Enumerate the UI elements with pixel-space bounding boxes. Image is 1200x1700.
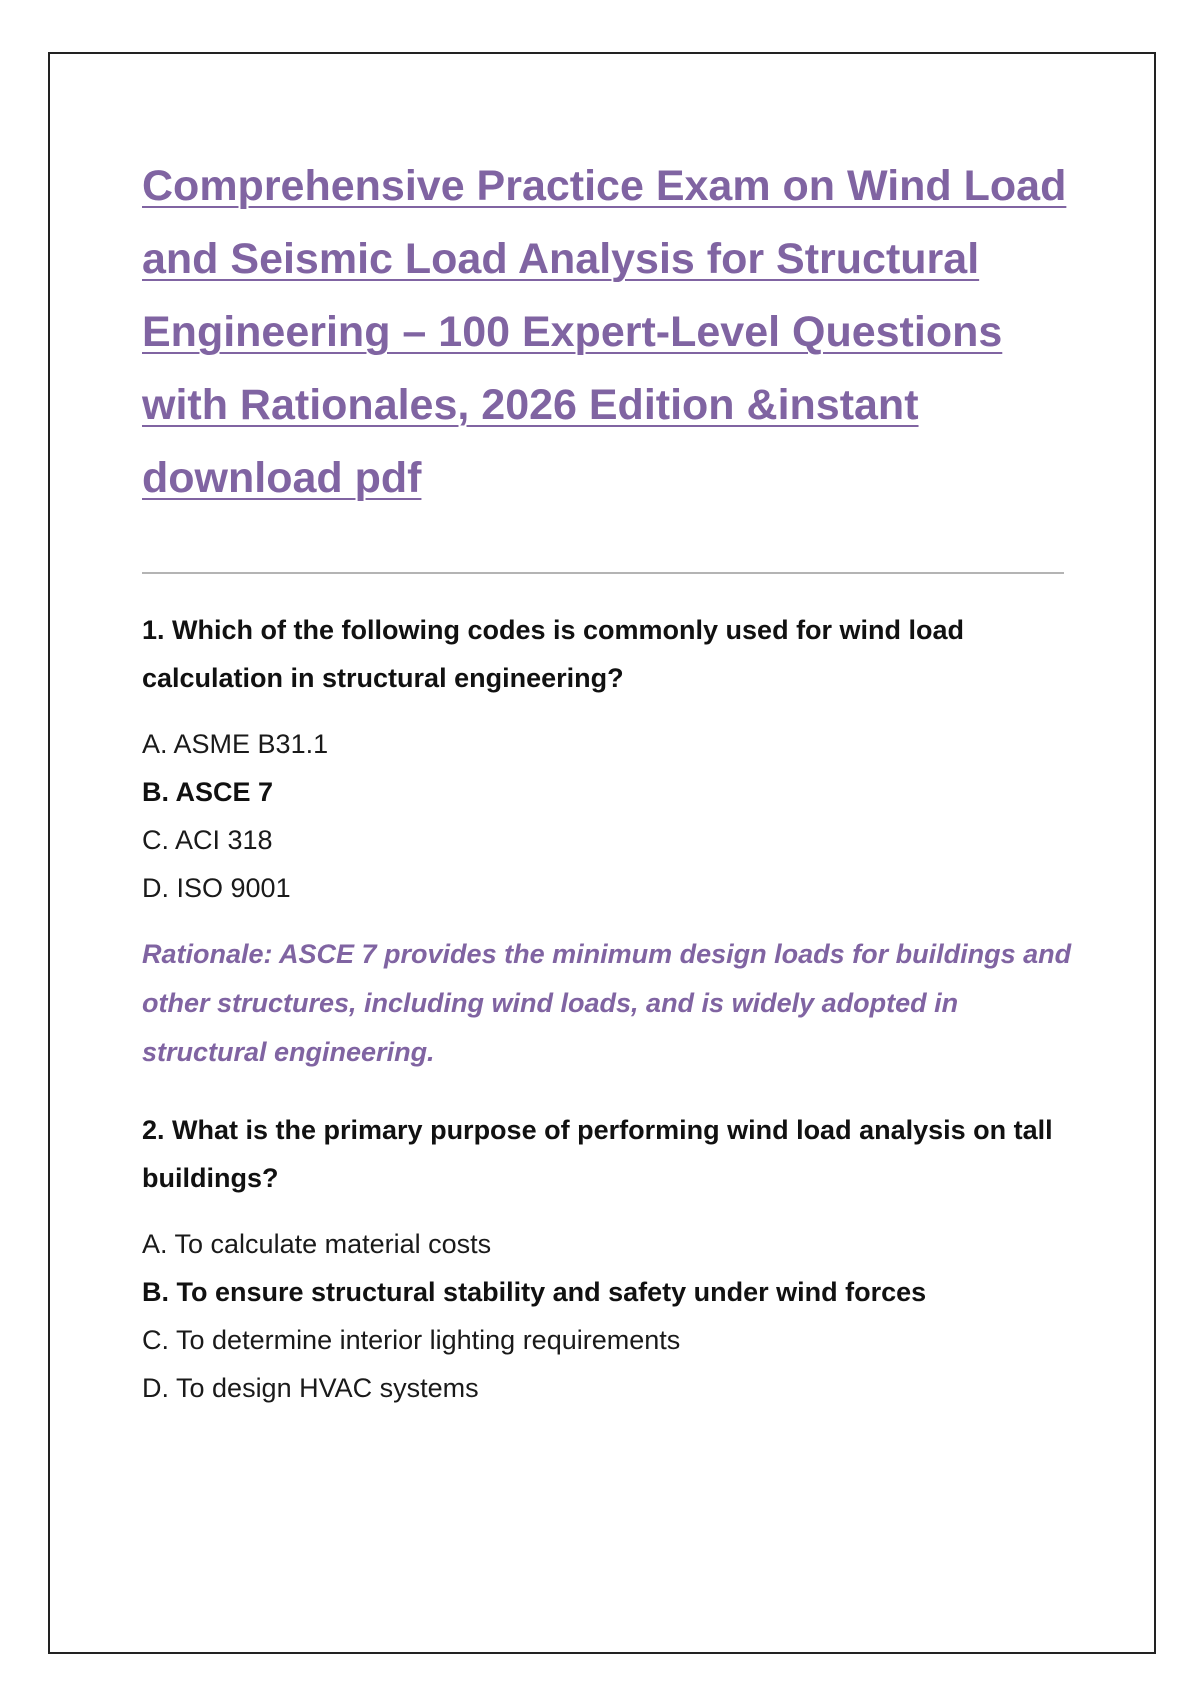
question-2 bbox=[142, 1106, 1072, 1412]
question-1-options bbox=[142, 720, 1072, 912]
question-2-option-d[interactable]: D. To design HVAC systems bbox=[142, 1373, 479, 1403]
question-1-option-b-correct[interactable]: B. ASCE 7 bbox=[142, 777, 274, 807]
question-2-option-c[interactable]: C. To determine interior lighting requirements bbox=[142, 1325, 681, 1355]
question-2-text: 2. What is the primary purpose of performing wind load analysis on tall buildings? bbox=[142, 1115, 1053, 1193]
question-2-option-b-correct[interactable]: B. To ensure structural stability and safety under wind forces bbox=[142, 1277, 927, 1307]
question-2-option-a[interactable]: A. To calculate material costs bbox=[142, 1229, 492, 1259]
question-2-options bbox=[142, 1220, 1072, 1412]
document-title[interactable]: Comprehensive Practice Exam on Wind Load and Seismic Load Analysis for Structural Engineering – 100 Expert-Level Questions with Rationales, 2026 Edition &instant download pdf bbox=[142, 162, 1067, 502]
question-1 bbox=[142, 606, 1072, 1077]
question-1-option-c[interactable]: C. ACI 318 bbox=[142, 825, 273, 855]
question-1-option-d[interactable]: D. ISO 9001 bbox=[142, 873, 291, 903]
question-1-option-a[interactable]: A. ASME B31.1 bbox=[142, 729, 329, 759]
question-1-text: 1. Which of the following codes is commonly used for wind load calculation in structural engineering? bbox=[142, 615, 965, 693]
section-divider bbox=[142, 572, 1064, 574]
question-1-rationale: Rationale: ASCE 7 provides the minimum design loads for buildings and other structures, including wind loads, and is widely adopted in structural engineering. bbox=[142, 939, 1072, 1067]
